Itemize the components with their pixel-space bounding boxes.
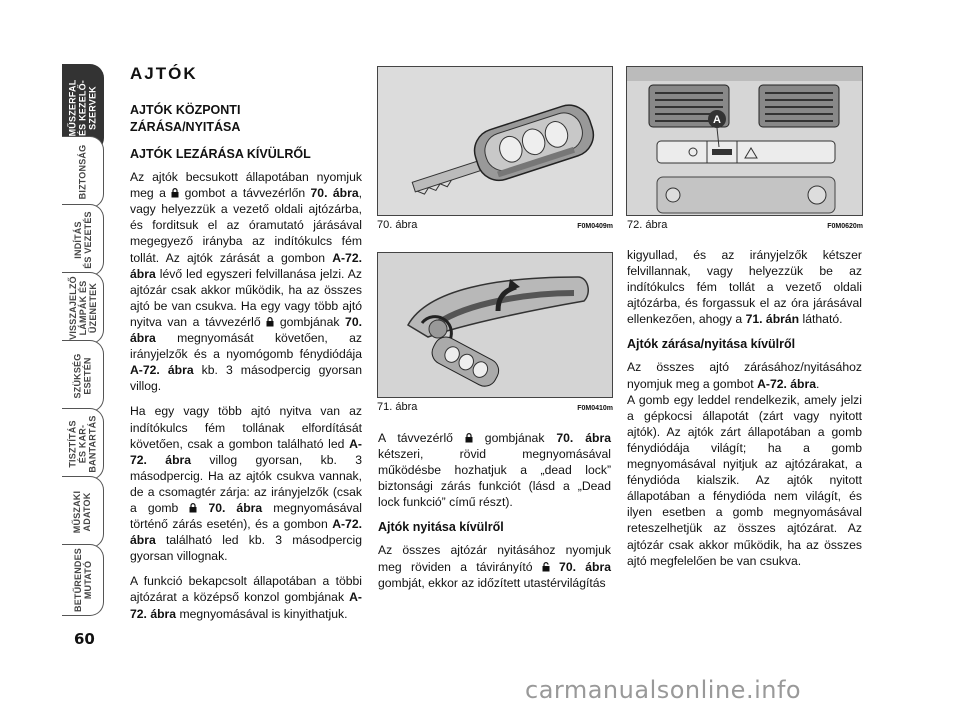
figure-72-caption: 72. ábra F0M0620m (627, 219, 863, 231)
paragraph: Ha egy vagy több ajtó nyitva van az indítókulcs fém tollának elfordítását követően, csak a gombon található led A-72. ábra villog gyorsan, kb. 3 másodpercig. Ha az ajtók csukva vannak, de a csomagtér zárja: az irányjelzők (csak a gomb 70. ábra megnyomásával történő zárás esetén), és a gombon A-72. ábra található led kb. 3 másodpercig gyorsan villognak. (130, 404, 362, 564)
subtitle-line-2: ZÁRÁSA/NYITÁSA (130, 120, 241, 135)
tab-visszajelzo[interactable]: VISSZAJELZŐ LÁMPÁK ÉS ÜZENETEK (62, 272, 104, 344)
paragraph: Az összes ajtó zárásához/nyitásához nyomjuk meg a gombot A-72. ábra. A gomb egy leddel rendelkezik, amely jelzi a gépkocsi állapotát (zárt vagy nyitott ajtók). Az ajtók zárt állapotában a gomb fénydiódája világít; ha a gomb megnyomásával nyitjuk az ajtózárakat, a fénydióda kialszik. Az ajtók nyitott állapotában a fénydióda nem világít, és ilyen esetben a gomb megnyomásával reteszelhetjük az összes ajtózárat. Az ajtózár csak akkor működik, ha az összes ajtó megfelelően be van csukva. (627, 360, 862, 568)
tab-beturendes[interactable]: BETŰRENDES MUTATÓ (62, 544, 104, 616)
tab-inditas[interactable]: INDÍTÁS ÉS VEZETÉS (62, 204, 104, 276)
paragraph: kigyullad, és az irányjelzők kétszer felvillannak, vagy helyezzük be az indítókulcs fém tollát a vezető oldali ajtózárba, és forgassuk el az óra járásával ellenkezően, ahogy a 71. ábrán látható. (627, 248, 862, 327)
section-heading: AJTÓK LEZÁRÁSA KÍVÜLRŐL (130, 147, 311, 162)
door-handle-illustration (378, 253, 613, 398)
section-heading: Ajtók nyitása kívülről (378, 520, 504, 535)
page-number: 60 (74, 630, 95, 648)
page-title: AJTÓK (130, 64, 198, 83)
subtitle-line-1: AJTÓK KÖZPONTI (130, 103, 241, 118)
paragraph: A távvezérlő gombjának 70. ábra kétszeri, rövid megnyomásával működésbe hozhatjuk a „dead lock” biztonsági zárás funkciót (lásd a „Dead lock funkció” című részt). (378, 431, 611, 510)
tab-szukseg[interactable]: SZÜKSÉG ESETÉN (62, 340, 104, 412)
paragraph: Az ajtók becsukott állapotában nyomjuk meg a gombot a távvezérlőn 70. ábra, vagy helyezzük a vezető oldali ajtózárba, és forditsuk el az óramutató járásával megegyező irányba az indítókulcs fém tollát. Az ajtók zárását a gombon A-72. ábra lévő led egyszeri felvillanása jelzi. Az ajtózár csak akkor működik, ha az összes ajtó be van csukva. Ha egy vagy több ajtó nyitva van a távvezérlő gombjának 70. ábra megnyomását követően, az irányjelzők és a nyomógomb fénydiódája A-72. ábra kb. 3 másodpercig gyorsan villog. (130, 170, 362, 394)
callout-a: A (713, 114, 721, 126)
column-1 (130, 66, 362, 631)
tab-tisztitas[interactable]: TISZTÍTÁS ÉS KAR- BANTARTÁS (62, 408, 104, 480)
unlock-icon (542, 562, 550, 572)
tab-biztonsag[interactable]: BIZTONSÁG (62, 136, 104, 208)
column-3 (627, 247, 862, 569)
paragraph: Az összes ajtózár nyitásához nyomjuk meg röviden a távirányító 70. ábra gombját, ekkor az időzített utastérvilágítás (378, 543, 612, 590)
lock-icon (465, 433, 473, 443)
lock-icon (189, 503, 197, 513)
tab-muszaki[interactable]: MŰSZAKI ADATOK (62, 476, 104, 548)
figure-71-caption: 71. ábra F0M0410m (377, 401, 613, 413)
tab-muszerfal[interactable]: MŰSZERFAL ÉS KEZELŐ- SZERVEK (62, 64, 104, 152)
remote-key-illustration (378, 67, 613, 216)
figure-70-remote-key (377, 66, 613, 216)
center-console-illustration (627, 67, 863, 216)
figure-71-door-lock (377, 252, 613, 398)
paragraph: A funkció bekapcsolt állapotában a többi ajtózárat a középső konzol gombjának A-72. ábra megnyomásával is kinyithatjuk. (130, 574, 362, 621)
figure-70-caption: 70. ábra F0M0409m (377, 219, 613, 231)
column-2 (378, 430, 611, 600)
figure-72-console (626, 66, 863, 216)
watermark: carmanualsonline.info (525, 676, 802, 704)
section-heading: Ajtók zárása/nyitása kívülről (627, 337, 796, 352)
